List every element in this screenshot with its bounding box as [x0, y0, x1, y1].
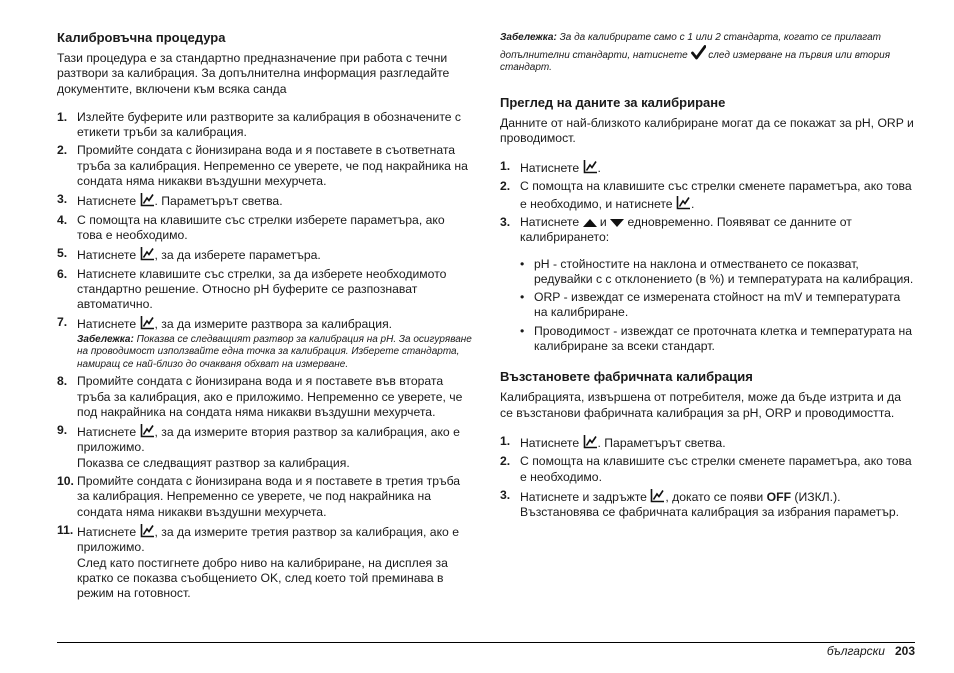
- review-step-2: [500, 179, 915, 212]
- bullet-text: Проводимост - извеждат се проточната клетка и температурата на калибриране за всеки стандарт.: [534, 323, 913, 354]
- step-text: Натиснете: [520, 435, 580, 450]
- step-text: Натиснете: [520, 161, 580, 176]
- footer-divider: [57, 642, 915, 643]
- section-heading-restore: Възстановете фабричната калибрация: [500, 369, 753, 385]
- step-text: . Параметърът светва.: [154, 194, 283, 209]
- top-note: [500, 32, 915, 75]
- step-8: [57, 374, 473, 420]
- calibration-data-list: [500, 257, 915, 355]
- step-number: 2.: [57, 143, 68, 158]
- right-column: [500, 32, 915, 523]
- step-text: , за да измерите втория разтвор за калибрация, ако е приложимо.: [77, 425, 460, 455]
- step-number: 2.: [500, 179, 511, 194]
- step-text: Натиснете: [77, 194, 137, 209]
- step-text: Промийте сондата с йонизирана вода и я поставете във втората тръба за калибрация, ако е приложимо. Непременно се уверете, че под накрайника на сондата няма никакви въздушни мехурчета.: [77, 374, 463, 419]
- list-item: [500, 324, 915, 355]
- step-number: 3.: [500, 214, 511, 229]
- step-text: С помощта на клавишите със стрелки сменете параметъра, ако това е необходимо.: [520, 454, 912, 484]
- step-text: С помощта на клавишите със стрелки сменете параметъра, ако това е необходимо, и натиснете: [520, 179, 912, 211]
- step-text: , за да измерите третия разтвор за калибрация, ако е приложимо.: [77, 524, 459, 555]
- restore-step-1: [500, 434, 915, 451]
- section-heading-review: Преглед на даните за калибриране: [500, 94, 726, 110]
- list-item: [500, 257, 915, 288]
- step-5: [57, 246, 473, 263]
- calibration-steps: [57, 110, 473, 602]
- step-9: [57, 423, 473, 471]
- bullet: •: [520, 290, 525, 305]
- step-7: [57, 315, 473, 371]
- calibration-key-icon: [650, 488, 665, 503]
- step-text: (ИЗКЛ.).: [794, 489, 841, 504]
- note-label: Забележка:: [500, 32, 557, 43]
- page-footer: [827, 644, 915, 658]
- step-number: 1.: [500, 433, 511, 448]
- step-text: Натиснете: [77, 425, 137, 440]
- step-1: [57, 110, 473, 141]
- step-text: Промийте сондата с йонизирана вода и я поставете в съответната тръба за калибрация. Непременно се уверете, че под накрайника на сондата няма никакви въздушни мехурчета.: [77, 143, 468, 189]
- step-2: [57, 143, 473, 189]
- left-column: [57, 30, 473, 604]
- step-text: Натиснете: [77, 248, 137, 263]
- step-text: Промийте сондата с йонизирана вода и я поставете в третия тръба за калибрация. Непременно се уверете, че под накрайника на сондата няма никакви въздушни мехурчета.: [77, 474, 461, 519]
- step-extra: Възстановява се фабричната калибрация за избрания параметър.: [520, 505, 900, 520]
- step-text: Излейте буферите или разтворите за калибрация в обозначените с етикети тръби за калибрация.: [77, 109, 462, 140]
- note-label: Забележка:: [77, 333, 134, 345]
- calibration-key-icon: [140, 246, 155, 261]
- calibration-key-icon: [140, 423, 155, 438]
- step-number: 9.: [57, 423, 68, 438]
- step-number: 11.: [57, 522, 74, 537]
- review-intro: Данните от най-близкото калибриране могат да се покажат за pH, ORP и проводимост.: [500, 115, 914, 145]
- step-number: 1.: [57, 109, 68, 124]
- step-text: Натиснете: [520, 214, 580, 229]
- step-4: [57, 213, 473, 244]
- step-number: 3.: [57, 192, 68, 207]
- calibration-key-icon: [140, 315, 155, 330]
- step-number: 4.: [57, 212, 68, 227]
- step-text: едновременно. Появяват се данните от калибрирането:: [520, 214, 852, 245]
- list-item: [500, 290, 915, 321]
- step-extra: След като постигнете добро ниво на калибриране, на дисплея за кратко се показва съобщението OK, след което той преминава в режим на готовност.: [77, 555, 448, 601]
- bullet: •: [520, 256, 525, 271]
- arrow-down-icon: [610, 218, 624, 228]
- calibration-key-icon: [140, 523, 155, 538]
- review-steps: [500, 159, 915, 245]
- check-icon: [691, 45, 706, 60]
- step-number: 1.: [500, 159, 511, 174]
- restore-intro: Калибрацията, извършена от потребителя, може да бъде изтрита и да се възстанови фабричната калибрация за pH, ORP и проводимостта.: [500, 390, 902, 420]
- section-heading-calibration: Калибровъчна процедура: [57, 30, 226, 45]
- calibration-intro: Тази процедура е за стандартно предназначение при работа с течни разтвори за калибрация. За допълнителна информация разгледайте документите, включени към всяка санда: [57, 51, 450, 96]
- step-10: [57, 474, 473, 520]
- page-number: 203: [894, 644, 915, 658]
- review-step-3: [500, 215, 915, 246]
- note-text: За да калибрирате само с 1 или 2 стандарта, когато се прилагат допълнителни стандарти, натиснете: [500, 32, 881, 61]
- step-text: , за да изберете параметъра.: [154, 248, 321, 263]
- step-number: 2.: [500, 454, 511, 469]
- step-extra: Показва се следващият разтвор за калибрация.: [77, 455, 350, 470]
- calibration-key-icon: [676, 195, 691, 210]
- step-number: 7.: [57, 315, 68, 330]
- step-11: [57, 523, 473, 601]
- step-text: . Параметърът светва.: [597, 435, 726, 450]
- step-number: 8.: [57, 374, 68, 389]
- step-number: 3.: [500, 487, 511, 502]
- note-text: след измерване на първия или втория стандарт.: [500, 49, 891, 73]
- step-number: 10.: [57, 474, 74, 489]
- arrow-up-icon: [583, 218, 597, 228]
- restore-steps: [500, 434, 915, 520]
- off-label: OFF: [766, 489, 792, 504]
- step-note: [77, 334, 473, 372]
- step-text: .: [597, 161, 601, 176]
- step-number: 6.: [57, 266, 68, 281]
- restore-step-2: [500, 454, 915, 485]
- step-text: Натиснете: [77, 524, 137, 539]
- step-6: [57, 267, 473, 313]
- step-text: , за да измерите разтвора за калибрация.: [154, 317, 393, 332]
- step-number: 5.: [57, 246, 68, 261]
- step-text: и: [599, 214, 607, 229]
- step-text: С помощта на клавишите със стрелки изберете параметъра, ако това е необходимо.: [77, 212, 445, 242]
- calibration-key-icon: [583, 434, 598, 449]
- step-text: Натиснете клавишите със стрелки, за да изберете необходимото стандартно решение. Относно pH буферите се разпознават автоматично.: [77, 266, 447, 312]
- note-text: Показва се следващият разтвор за калибрация на pH. За осигуряване на проводимост използвайте една точка за калибрация. Изберете стандарта, намиращ се най-близо до очакваня обхват на измерване.: [77, 333, 472, 370]
- bullet-text: pH - стойностите на наклона и отместването се показват, редувайки с с отклонението (в %) и температурата на калибрация.: [534, 256, 914, 286]
- bullet: •: [520, 323, 525, 338]
- step-text: Натиснете: [77, 317, 137, 332]
- review-step-1: [500, 159, 915, 176]
- calibration-key-icon: [140, 192, 155, 207]
- restore-step-3: [500, 488, 915, 521]
- step-text: Натиснете и задръжте: [520, 489, 647, 504]
- footer-language: български: [826, 644, 885, 658]
- calibration-key-icon: [583, 159, 598, 174]
- step-text: , докато се появи: [665, 489, 764, 504]
- bullet-text: ORP - извеждат се измерената стойност на mV и температурата на калибриране.: [534, 290, 901, 320]
- step-text: .: [690, 196, 695, 211]
- step-3: [57, 192, 473, 209]
